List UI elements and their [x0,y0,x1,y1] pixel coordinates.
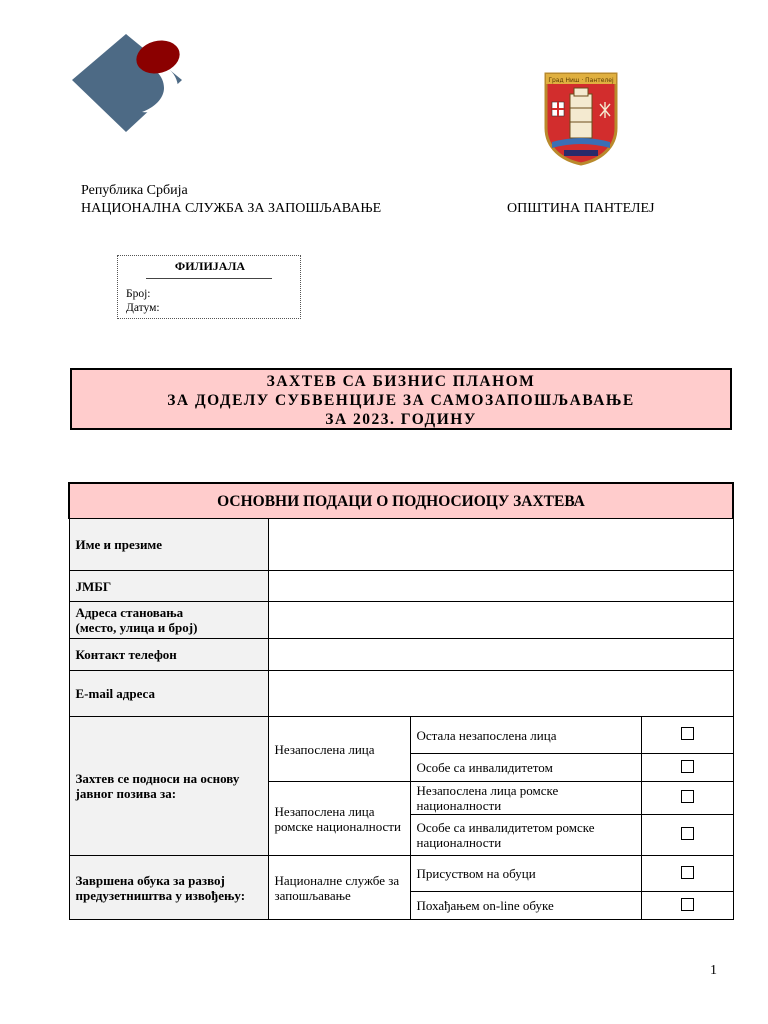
option-attendance-cell [641,856,733,892]
title-line-3: ЗА 2023. ГОДИНУ [325,411,477,428]
option-roma-disabled-checkbox[interactable] [681,827,694,840]
email-field[interactable] [268,671,733,717]
option-roma-unemployed-label: Незапослена лица ромске националности [410,782,641,815]
group-unemployed: Незапослена лица [268,717,410,782]
number-label: Број: [126,288,151,300]
nsz-logo [70,32,188,134]
option-other-unemployed-cell [641,717,733,754]
phone-field[interactable] [268,639,733,671]
title-line-2: ЗА ДОДЕЛУ СУБВЕНЦИЈЕ ЗА САМОЗАПОШЉАВАЊЕ [167,392,635,409]
option-attendance-checkbox[interactable] [681,866,694,879]
option-online-label: Похађањем on-line обуке [410,892,641,920]
phone-label: Контакт телефон [69,639,268,671]
full-name-label: Име и презиме [69,519,268,571]
option-online-cell [641,892,733,920]
address-field[interactable] [268,602,733,639]
option-roma-unemployed-cell [641,782,733,815]
option-roma-disabled-label: Особе са инвалидитетом ромске националности [410,815,641,856]
jmbg-label: ЈМБГ [69,571,268,602]
branch-name-line [146,278,272,279]
date-label: Датум: [126,302,160,314]
address-label-line-2: (место, улица и број) [75,620,198,635]
document-title [70,368,732,430]
training-label: Завршена обука за развој предузетништва у извођењу: [69,856,268,920]
option-disabled-cell [641,754,733,782]
branch-title: ФИЛИЈАЛА [174,259,246,273]
page-number: 1 [710,963,717,978]
branch-stamp-box [117,255,301,319]
option-other-unemployed-checkbox[interactable] [681,727,694,740]
option-attendance-label: Присуством на обуци [410,856,641,892]
option-roma-unemployed-checkbox[interactable] [681,790,694,803]
group-roma: Незапослена лица ромске националности [268,782,410,856]
applicant-data-table [68,482,734,920]
title-line-1: ЗАХТЕВ СА БИЗНИС ПЛАНОМ [266,373,536,390]
email-label: E-mail адреса [69,671,268,717]
option-disabled-label: Особе са инвалидитетом [410,754,641,782]
section-title: ОСНОВНИ ПОДАЦИ О ПОДНОСИОЦУ ЗАХТЕВА [69,483,733,519]
option-online-checkbox[interactable] [681,898,694,911]
municipality-name: ОПШТИНА ПАНТЕЛЕЈ [507,201,655,216]
training-provider: Националне службе за запошљавање [268,856,410,920]
option-disabled-checkbox[interactable] [681,760,694,773]
call-basis-label: Захтев се подноси на основу јавног позива за: [69,717,268,856]
jmbg-field[interactable] [268,571,733,602]
full-name-field[interactable] [268,519,733,571]
option-other-unemployed-label: Остала незапослена лица [410,717,641,754]
option-roma-disabled-cell [641,815,733,856]
republic-label: Република Србија [81,183,188,198]
agency-name: НАЦИОНАЛНА СЛУЖБА ЗА ЗАПОШЉАВАЊЕ [81,201,382,216]
crest-inscription: Град Ниш · Пантелеј [548,77,614,84]
address-label [69,602,268,639]
address-label-line-1: Адреса становања [75,605,184,620]
municipality-crest [540,68,622,166]
